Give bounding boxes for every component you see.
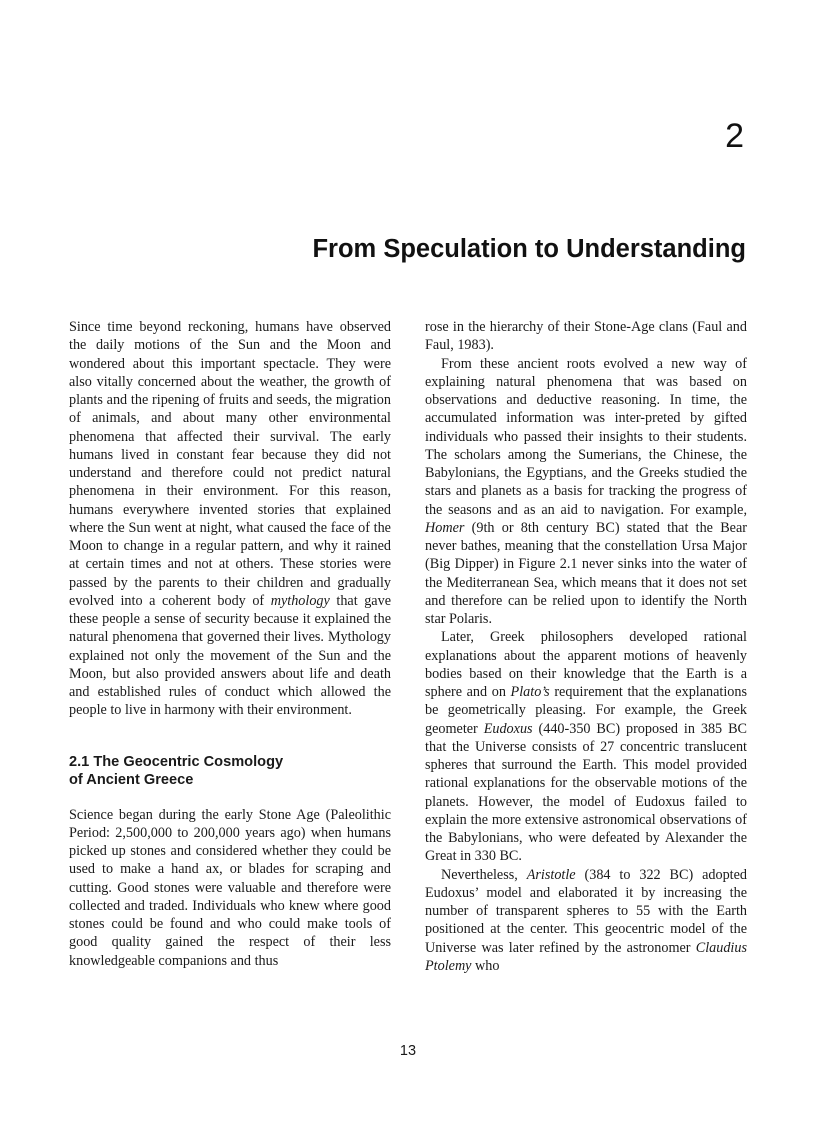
section-heading — [69, 753, 391, 789]
name-ptolemy: Claudius Ptolemy — [425, 939, 747, 974]
paragraph-ancient-roots: From these ancient roots evolved a new way of explaining natural phenomena that was based on observations and deductive reasoning. In time, the accumulated information was inter-preted by gifted individuals who passed their insights to their students. The scholars among the Sumerians, the Chinese, the Babylonians, the Egyptians, and the Greeks studied the stars and planets as a basis for tracking the progress of the seasons and as an aid to navigation. For example, Homer (9th or 8th century BC) stated that the Bear never bathes, meaning that the constellation Ursa Major (Big Dipper) in Figure 2.1 never sinks into the water of the Mediterranean Sea, which means that it does not set and therefore can be relied upon to identify the North star Polaris. — [425, 355, 747, 627]
paragraph-aristotle: Nevertheless, Aristotle (384 to 322 BC) adopted Eudoxus’ model and elaborated it by increasing the number of transparent spheres to 55 with the Earth positioned at the center. This geocentric model of the Universe was later refined by the astronomer Claudius Ptolemy who — [425, 866, 747, 974]
name-homer: Homer — [425, 519, 465, 536]
term-mythology: mythology — [270, 592, 330, 609]
page-number: 13 — [399, 1043, 417, 1059]
left-column — [69, 318, 391, 970]
name-plato: Plato’s — [510, 684, 550, 700]
chapter-title: From Speculation to Understanding — [312, 235, 746, 263]
section-heading-line2: of Ancient Greece — [69, 771, 194, 788]
name-eudoxus: Eudoxus — [483, 720, 533, 737]
continued-paragraph: rose in the hierarchy of their Stone-Age clans (Faul and Faul, 1983). — [425, 319, 747, 354]
paragraph-greek-philosophers: Later, Greek philosophers developed rational explanations about the apparent motions of heavenly bodies based on their knowledge that the Earth is a sphere and on Plato’s requirement that the explanations be geometrically pleasing. For example, the Greek geometer Eudoxus (440-350 BC) proposed in 385 BC that the Universe consists of 27 concentric translucent spheres that surround the Earth. This model provided rational explanations for the observable motions of the planets. However, the model of Eudoxus failed to explain the more extensive astronomical observations of the Babylonians, who were defeated by Alexander the Great in 330 BC. — [425, 629, 748, 865]
name-aristotle: Aristotle — [526, 866, 576, 883]
right-column — [425, 318, 747, 975]
section-paragraph: Science began during the early Stone Age (Paleolithic Period: 2,500,000 to 200,000 years ago) when humans picked up stones and considered whether they could be used to make a hand ax, or blades for scraping and cutting. Good stones were valuable and therefore were collected and traded. Individuals who knew where good stones could be found and who could make tools of good quality gained the respect of their less knowledgeable companions and thus — [69, 806, 391, 969]
section-heading-line1: 2.1 The Geocentric Cosmology — [69, 753, 284, 770]
chapter-number: 2 — [725, 117, 744, 155]
intro-paragraph: Since time beyond reckoning, humans have observed the daily motions of the Sun and the Moon and wondered about this important spectacle. They were also vitally concerned about the weather, the growth of plants and the ripening of fruits and seeds, the migration of animals, and about many other environmental phenomena that affected their survival. The early humans lived in constant fear because they did not understand and therefore could not predict natural phenomena in their environment. For this reason, humans everywhere invented stories that explained where the Sun went at night, what caused the face of the Moon to change in a regular pattern, and why it rained at certain times and not at others. These stories were passed by the parents to their children and gradually evolved into a coherent body of mythology that gave these people a sense of security because it explained the natural phenomena that governed their lives. Mythology explained not only the movement of the Sun and the Moon, but also provided answers about life and death and established rules of conduct which allowed the people to live in harmony with their environment. — [69, 319, 391, 719]
